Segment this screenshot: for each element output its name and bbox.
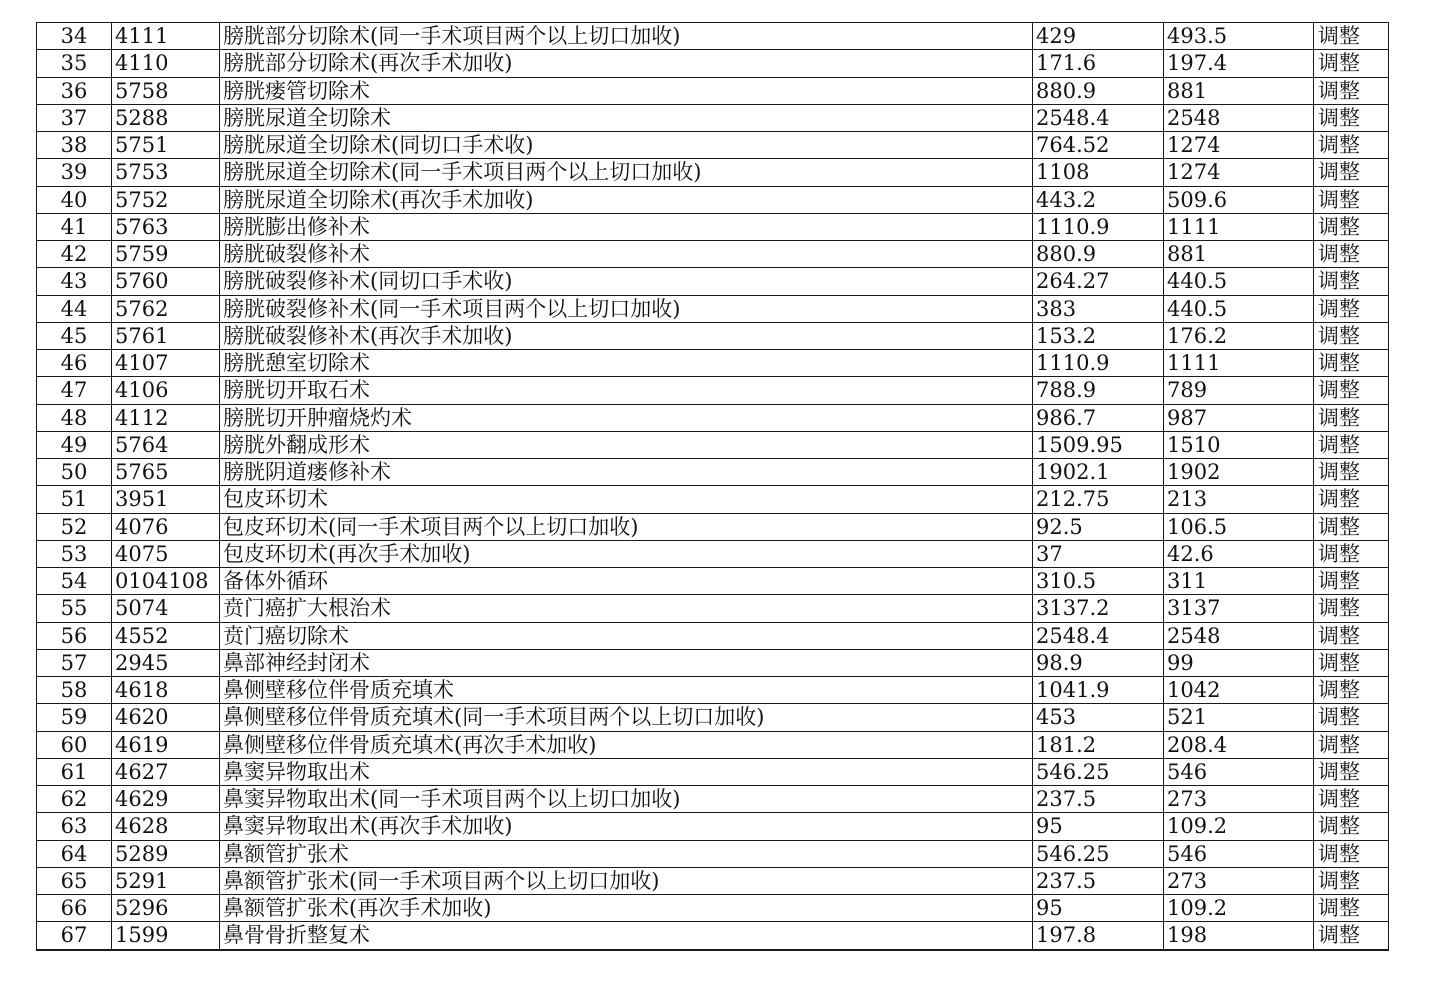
- item-code-cell: 4075: [112, 540, 220, 567]
- original-price-cell: 264.27: [1033, 268, 1164, 295]
- status-cell: 调整: [1314, 786, 1389, 813]
- item-name-cell: 鼻额管扩张术(再次手术加收): [220, 895, 1033, 922]
- item-code-cell: 5752: [112, 186, 220, 213]
- original-price-cell: 546.25: [1033, 840, 1164, 867]
- item-code-cell: 4628: [112, 813, 220, 840]
- item-code-cell: 4629: [112, 786, 220, 813]
- item-name-cell: 膀胱憩室切除术: [220, 350, 1033, 377]
- row-number-cell: 55: [37, 595, 112, 622]
- item-name-cell: 膀胱破裂修补术(再次手术加收): [220, 322, 1033, 349]
- table-row: [37, 704, 1389, 731]
- original-price-cell: 237.5: [1033, 786, 1164, 813]
- item-name-cell: 鼻侧壁移位伴骨质充填术(同一手术项目两个以上切口加收): [220, 704, 1033, 731]
- row-number-cell: 47: [37, 377, 112, 404]
- status-cell: 调整: [1314, 677, 1389, 704]
- table-row: [37, 295, 1389, 322]
- table-row: [37, 104, 1389, 131]
- status-cell: 调整: [1314, 104, 1389, 131]
- row-number-cell: 40: [37, 186, 112, 213]
- status-cell: 调整: [1314, 322, 1389, 349]
- table-row: [37, 731, 1389, 758]
- item-name-cell: 膀胱切开取石术: [220, 377, 1033, 404]
- adjusted-price-cell: 2548: [1164, 104, 1314, 131]
- item-code-cell: 4112: [112, 404, 220, 431]
- table-row: [37, 132, 1389, 159]
- row-number-cell: 66: [37, 895, 112, 922]
- item-code-cell: 4106: [112, 377, 220, 404]
- adjusted-price-cell: 881: [1164, 241, 1314, 268]
- table-row: [37, 268, 1389, 295]
- status-cell: 调整: [1314, 758, 1389, 785]
- row-number-cell: 50: [37, 459, 112, 486]
- item-code-cell: 5753: [112, 159, 220, 186]
- original-price-cell: 453: [1033, 704, 1164, 731]
- status-cell: 调整: [1314, 213, 1389, 240]
- adjusted-price-cell: 546: [1164, 758, 1314, 785]
- status-cell: 调整: [1314, 813, 1389, 840]
- item-code-cell: 4552: [112, 622, 220, 649]
- table-row: [37, 350, 1389, 377]
- adjusted-price-cell: 546: [1164, 840, 1314, 867]
- adjusted-price-cell: 1042: [1164, 677, 1314, 704]
- adjusted-price-cell: 1111: [1164, 213, 1314, 240]
- status-cell: 调整: [1314, 704, 1389, 731]
- status-cell: 调整: [1314, 431, 1389, 458]
- item-code-cell: 2945: [112, 649, 220, 676]
- table-row: [37, 77, 1389, 104]
- item-name-cell: 包皮环切术(同一手术项目两个以上切口加收): [220, 513, 1033, 540]
- status-cell: 调整: [1314, 459, 1389, 486]
- item-name-cell: 鼻部神经封闭术: [220, 649, 1033, 676]
- item-name-cell: 膀胱尿道全切除术(同切口手术收): [220, 132, 1033, 159]
- original-price-cell: 310.5: [1033, 568, 1164, 595]
- original-price-cell: 1041.9: [1033, 677, 1164, 704]
- item-name-cell: 备体外循环: [220, 568, 1033, 595]
- item-name-cell: 鼻侧壁移位伴骨质充填术(再次手术加收): [220, 731, 1033, 758]
- adjusted-price-cell: 198: [1164, 922, 1314, 950]
- item-name-cell: 鼻骨骨折整复术: [220, 922, 1033, 950]
- row-number-cell: 65: [37, 867, 112, 894]
- status-cell: 调整: [1314, 159, 1389, 186]
- row-number-cell: 49: [37, 431, 112, 458]
- status-cell: 调整: [1314, 132, 1389, 159]
- item-code-cell: 4107: [112, 350, 220, 377]
- status-cell: 调整: [1314, 486, 1389, 513]
- item-code-cell: 4111: [112, 23, 220, 50]
- item-name-cell: 膀胱尿道全切除术(再次手术加收): [220, 186, 1033, 213]
- original-price-cell: 443.2: [1033, 186, 1164, 213]
- status-cell: 调整: [1314, 731, 1389, 758]
- adjusted-price-cell: 176.2: [1164, 322, 1314, 349]
- table-row: [37, 486, 1389, 513]
- item-code-cell: 4110: [112, 50, 220, 77]
- adjusted-price-cell: 1274: [1164, 159, 1314, 186]
- row-number-cell: 38: [37, 132, 112, 159]
- item-code-cell: 5762: [112, 295, 220, 322]
- adjusted-price-cell: 987: [1164, 404, 1314, 431]
- table-row: [37, 758, 1389, 785]
- original-price-cell: 181.2: [1033, 731, 1164, 758]
- item-name-cell: 包皮环切术: [220, 486, 1033, 513]
- adjusted-price-cell: 440.5: [1164, 268, 1314, 295]
- item-code-cell: 5759: [112, 241, 220, 268]
- row-number-cell: 62: [37, 786, 112, 813]
- table-row: [37, 50, 1389, 77]
- table-row: [37, 622, 1389, 649]
- item-code-cell: 5288: [112, 104, 220, 131]
- adjusted-price-cell: 1902: [1164, 459, 1314, 486]
- status-cell: 调整: [1314, 23, 1389, 50]
- adjusted-price-cell: 109.2: [1164, 813, 1314, 840]
- row-number-cell: 63: [37, 813, 112, 840]
- item-code-cell: 0104108: [112, 568, 220, 595]
- item-code-cell: 1599: [112, 922, 220, 950]
- status-cell: 调整: [1314, 186, 1389, 213]
- row-number-cell: 48: [37, 404, 112, 431]
- row-number-cell: 67: [37, 922, 112, 950]
- adjusted-price-cell: 109.2: [1164, 895, 1314, 922]
- status-cell: 调整: [1314, 50, 1389, 77]
- item-name-cell: 鼻窦异物取出术(再次手术加收): [220, 813, 1033, 840]
- status-cell: 调整: [1314, 540, 1389, 567]
- row-number-cell: 39: [37, 159, 112, 186]
- adjusted-price-cell: 213: [1164, 486, 1314, 513]
- item-code-cell: 5764: [112, 431, 220, 458]
- status-cell: 调整: [1314, 840, 1389, 867]
- item-name-cell: 膀胱破裂修补术(同一手术项目两个以上切口加收): [220, 295, 1033, 322]
- row-number-cell: 36: [37, 77, 112, 104]
- adjusted-price-cell: 3137: [1164, 595, 1314, 622]
- original-price-cell: 764.52: [1033, 132, 1164, 159]
- row-number-cell: 61: [37, 758, 112, 785]
- table-row: [37, 377, 1389, 404]
- adjusted-price-cell: 1510: [1164, 431, 1314, 458]
- original-price-cell: 1110.9: [1033, 350, 1164, 377]
- table-row: [37, 213, 1389, 240]
- original-price-cell: 1110.9: [1033, 213, 1164, 240]
- original-price-cell: 1902.1: [1033, 459, 1164, 486]
- row-number-cell: 60: [37, 731, 112, 758]
- original-price-cell: 429: [1033, 23, 1164, 50]
- item-name-cell: 膀胱切开肿瘤烧灼术: [220, 404, 1033, 431]
- status-cell: 调整: [1314, 595, 1389, 622]
- adjusted-price-cell: 99: [1164, 649, 1314, 676]
- table-row: [37, 840, 1389, 867]
- row-number-cell: 45: [37, 322, 112, 349]
- item-name-cell: 鼻侧壁移位伴骨质充填术: [220, 677, 1033, 704]
- row-number-cell: 51: [37, 486, 112, 513]
- original-price-cell: 546.25: [1033, 758, 1164, 785]
- original-price-cell: 98.9: [1033, 649, 1164, 676]
- adjusted-price-cell: 1274: [1164, 132, 1314, 159]
- row-number-cell: 43: [37, 268, 112, 295]
- row-number-cell: 59: [37, 704, 112, 731]
- original-price-cell: 880.9: [1033, 77, 1164, 104]
- table-row: [37, 568, 1389, 595]
- row-number-cell: 41: [37, 213, 112, 240]
- item-name-cell: 鼻额管扩张术: [220, 840, 1033, 867]
- status-cell: 调整: [1314, 295, 1389, 322]
- row-number-cell: 42: [37, 241, 112, 268]
- adjusted-price-cell: 197.4: [1164, 50, 1314, 77]
- item-code-cell: 5291: [112, 867, 220, 894]
- item-name-cell: 膀胱破裂修补术: [220, 241, 1033, 268]
- table-row: [37, 649, 1389, 676]
- adjusted-price-cell: 881: [1164, 77, 1314, 104]
- adjusted-price-cell: 509.6: [1164, 186, 1314, 213]
- adjusted-price-cell: 42.6: [1164, 540, 1314, 567]
- row-number-cell: 34: [37, 23, 112, 50]
- item-name-cell: 膀胱部分切除术(同一手术项目两个以上切口加收): [220, 23, 1033, 50]
- table-row: [37, 241, 1389, 268]
- item-code-cell: 5763: [112, 213, 220, 240]
- adjusted-price-cell: 311: [1164, 568, 1314, 595]
- item-name-cell: 膀胱部分切除术(再次手术加收): [220, 50, 1033, 77]
- adjusted-price-cell: 208.4: [1164, 731, 1314, 758]
- original-price-cell: 2548.4: [1033, 104, 1164, 131]
- item-code-cell: 5758: [112, 77, 220, 104]
- status-cell: 调整: [1314, 568, 1389, 595]
- table-row: [37, 813, 1389, 840]
- adjusted-price-cell: 789: [1164, 377, 1314, 404]
- status-cell: 调整: [1314, 867, 1389, 894]
- original-price-cell: 95: [1033, 813, 1164, 840]
- adjusted-price-cell: 2548: [1164, 622, 1314, 649]
- table-row: [37, 513, 1389, 540]
- item-code-cell: 4620: [112, 704, 220, 731]
- original-price-cell: 171.6: [1033, 50, 1164, 77]
- status-cell: 调整: [1314, 404, 1389, 431]
- adjusted-price-cell: 440.5: [1164, 295, 1314, 322]
- item-name-cell: 包皮环切术(再次手术加收): [220, 540, 1033, 567]
- row-number-cell: 53: [37, 540, 112, 567]
- table-row: [37, 186, 1389, 213]
- original-price-cell: 1108: [1033, 159, 1164, 186]
- item-code-cell: 5296: [112, 895, 220, 922]
- table-row: [37, 922, 1389, 950]
- row-number-cell: 56: [37, 622, 112, 649]
- item-name-cell: 膀胱尿道全切除术(同一手术项目两个以上切口加收): [220, 159, 1033, 186]
- item-code-cell: 3951: [112, 486, 220, 513]
- adjusted-price-cell: 521: [1164, 704, 1314, 731]
- original-price-cell: 197.8: [1033, 922, 1164, 950]
- price-adjustment-table: [36, 22, 1389, 951]
- item-name-cell: 膀胱外翻成形术: [220, 431, 1033, 458]
- table-row: [37, 322, 1389, 349]
- row-number-cell: 64: [37, 840, 112, 867]
- status-cell: 调整: [1314, 922, 1389, 950]
- adjusted-price-cell: 493.5: [1164, 23, 1314, 50]
- adjusted-price-cell: 273: [1164, 867, 1314, 894]
- original-price-cell: 212.75: [1033, 486, 1164, 513]
- item-code-cell: 4076: [112, 513, 220, 540]
- item-code-cell: 5765: [112, 459, 220, 486]
- original-price-cell: 1509.95: [1033, 431, 1164, 458]
- status-cell: 调整: [1314, 350, 1389, 377]
- original-price-cell: 37: [1033, 540, 1164, 567]
- table-row: [37, 404, 1389, 431]
- item-name-cell: 膀胱尿道全切除术: [220, 104, 1033, 131]
- item-code-cell: 5751: [112, 132, 220, 159]
- row-number-cell: 57: [37, 649, 112, 676]
- original-price-cell: 986.7: [1033, 404, 1164, 431]
- original-price-cell: 788.9: [1033, 377, 1164, 404]
- item-code-cell: 4618: [112, 677, 220, 704]
- item-code-cell: 5289: [112, 840, 220, 867]
- item-name-cell: 鼻窦异物取出术: [220, 758, 1033, 785]
- row-number-cell: 44: [37, 295, 112, 322]
- row-number-cell: 58: [37, 677, 112, 704]
- table-row: [37, 459, 1389, 486]
- item-name-cell: 鼻窦异物取出术(同一手术项目两个以上切口加收): [220, 786, 1033, 813]
- status-cell: 调整: [1314, 77, 1389, 104]
- table-row: [37, 159, 1389, 186]
- table-row: [37, 867, 1389, 894]
- status-cell: 调整: [1314, 513, 1389, 540]
- status-cell: 调整: [1314, 377, 1389, 404]
- row-number-cell: 52: [37, 513, 112, 540]
- item-code-cell: 5074: [112, 595, 220, 622]
- original-price-cell: 237.5: [1033, 867, 1164, 894]
- item-name-cell: 鼻额管扩张术(同一手术项目两个以上切口加收): [220, 867, 1033, 894]
- status-cell: 调整: [1314, 268, 1389, 295]
- item-code-cell: 5761: [112, 322, 220, 349]
- adjusted-price-cell: 106.5: [1164, 513, 1314, 540]
- item-code-cell: 4619: [112, 731, 220, 758]
- item-name-cell: 膀胱破裂修补术(同切口手术收): [220, 268, 1033, 295]
- adjusted-price-cell: 1111: [1164, 350, 1314, 377]
- table-row: [37, 786, 1389, 813]
- item-code-cell: 4627: [112, 758, 220, 785]
- status-cell: 调整: [1314, 895, 1389, 922]
- status-cell: 调整: [1314, 241, 1389, 268]
- table-body: [37, 23, 1389, 950]
- table-row: [37, 540, 1389, 567]
- status-cell: 调整: [1314, 649, 1389, 676]
- row-number-cell: 54: [37, 568, 112, 595]
- table-row: [37, 23, 1389, 50]
- original-price-cell: 153.2: [1033, 322, 1164, 349]
- status-cell: 调整: [1314, 622, 1389, 649]
- item-name-cell: 膀胱瘘管切除术: [220, 77, 1033, 104]
- row-number-cell: 46: [37, 350, 112, 377]
- row-number-cell: 37: [37, 104, 112, 131]
- original-price-cell: 3137.2: [1033, 595, 1164, 622]
- original-price-cell: 92.5: [1033, 513, 1164, 540]
- item-name-cell: 贲门癌切除术: [220, 622, 1033, 649]
- original-price-cell: 95: [1033, 895, 1164, 922]
- item-name-cell: 膀胱膨出修补术: [220, 213, 1033, 240]
- item-name-cell: 贲门癌扩大根治术: [220, 595, 1033, 622]
- original-price-cell: 383: [1033, 295, 1164, 322]
- original-price-cell: 880.9: [1033, 241, 1164, 268]
- table-row: [37, 677, 1389, 704]
- item-name-cell: 膀胱阴道瘘修补术: [220, 459, 1033, 486]
- original-price-cell: 2548.4: [1033, 622, 1164, 649]
- adjusted-price-cell: 273: [1164, 786, 1314, 813]
- table-row: [37, 895, 1389, 922]
- table-row: [37, 431, 1389, 458]
- row-number-cell: 35: [37, 50, 112, 77]
- item-code-cell: 5760: [112, 268, 220, 295]
- table-row: [37, 595, 1389, 622]
